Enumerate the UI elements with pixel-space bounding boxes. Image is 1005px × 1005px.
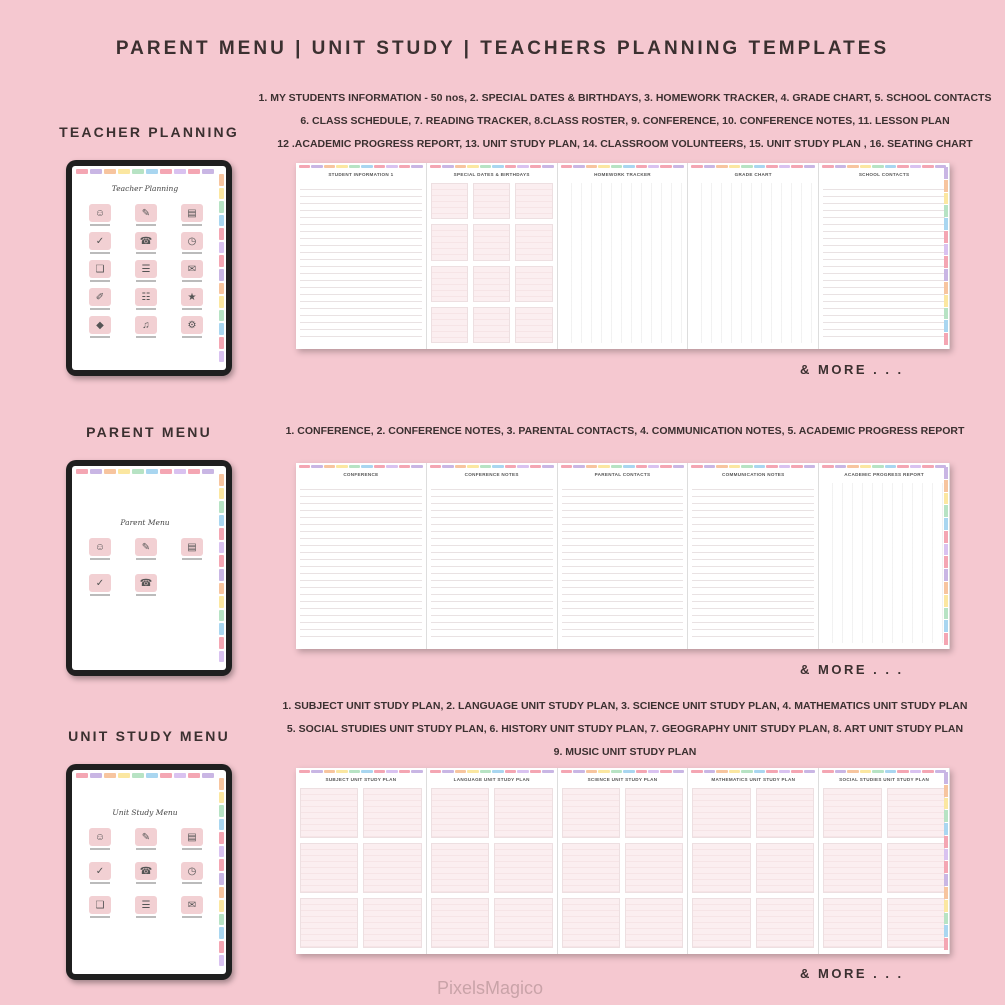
side-tab[interactable] <box>219 900 224 912</box>
tab[interactable] <box>160 469 172 474</box>
side-tab[interactable] <box>219 846 224 858</box>
template-page[interactable] <box>688 463 819 649</box>
tab[interactable] <box>104 469 116 474</box>
page-content <box>431 183 553 343</box>
screen-title: Parent Menu <box>120 518 170 527</box>
menu-caption <box>90 882 110 884</box>
side-tab[interactable] <box>219 955 224 967</box>
homework-icon: ▤ <box>181 828 203 846</box>
menu-caption <box>136 848 156 850</box>
calendar-menu-button[interactable] <box>126 538 166 560</box>
desc-line: 9. MUSIC UNIT STUDY PLAN <box>553 746 697 758</box>
page-content <box>823 483 945 643</box>
page-title: SCIENCE UNIT STUDY PLAN <box>587 777 658 782</box>
page-tabs[interactable] <box>822 465 946 468</box>
side-tabs[interactable] <box>219 174 224 362</box>
side-tab[interactable] <box>219 542 224 554</box>
roster-menu-button[interactable] <box>126 260 166 282</box>
tab[interactable] <box>188 169 200 174</box>
page-title: GRADE CHART <box>734 172 772 177</box>
side-tab[interactable] <box>219 941 224 953</box>
tab[interactable] <box>146 773 158 778</box>
tab[interactable] <box>132 169 144 174</box>
student-menu-button[interactable] <box>80 828 120 850</box>
contacts-icon: ☎ <box>135 862 157 880</box>
contacts-menu-button[interactable] <box>126 862 166 884</box>
side-tab[interactable] <box>219 188 224 200</box>
side-tab[interactable] <box>219 474 224 486</box>
template-page[interactable] <box>819 463 950 649</box>
side-tabs[interactable] <box>219 778 224 966</box>
tab[interactable] <box>76 773 88 778</box>
page-tabs[interactable] <box>430 465 554 468</box>
side-tab[interactable] <box>219 283 224 295</box>
side-tab[interactable] <box>219 296 224 308</box>
page-tabs[interactable] <box>561 770 685 773</box>
page-content <box>823 788 945 948</box>
tab[interactable] <box>188 773 200 778</box>
unit-plan-menu-button[interactable] <box>80 316 120 338</box>
book-icon: ❑ <box>89 260 111 278</box>
notes-menu-button[interactable] <box>80 288 120 310</box>
side-tab[interactable] <box>219 569 224 581</box>
contacts-icon: ☎ <box>135 574 157 592</box>
template-page[interactable] <box>427 768 558 954</box>
template-page[interactable] <box>558 768 689 954</box>
roster-menu-button[interactable] <box>126 896 166 918</box>
calendar-menu-button[interactable] <box>126 828 166 850</box>
page-content <box>300 183 422 343</box>
more-label: & MORE . . . <box>800 662 904 677</box>
menu-caption <box>182 252 202 254</box>
side-tab[interactable] <box>219 351 224 363</box>
tab[interactable] <box>174 773 186 778</box>
menu-caption <box>136 594 156 596</box>
page-tabs[interactable] <box>430 165 554 168</box>
side-tab[interactable] <box>219 215 224 227</box>
menu-caption <box>90 336 110 338</box>
calendar-icon: ✎ <box>135 538 157 556</box>
page-content <box>562 183 684 343</box>
roster-icon: ☰ <box>135 896 157 914</box>
menu-caption <box>136 224 156 226</box>
page-content <box>692 483 814 643</box>
tab[interactable] <box>118 169 130 174</box>
page-title: LANGUAGE UNIT STUDY PLAN <box>453 777 530 782</box>
page-title: SPECIAL DATES & BIRTHDAYS <box>453 172 530 177</box>
page-tabs[interactable] <box>691 770 815 773</box>
tablet-screen <box>72 770 226 974</box>
page-title: SOCIAL STUDIES UNIT STUDY PLAN <box>839 777 930 782</box>
side-tab[interactable] <box>219 337 224 349</box>
side-tab[interactable] <box>219 637 224 649</box>
menu-caption <box>90 848 110 850</box>
more-label: & MORE . . . <box>800 966 904 981</box>
page-tabs[interactable] <box>299 770 423 773</box>
section-label-parent-menu: PARENT MENU <box>86 424 212 440</box>
side-tab[interactable] <box>219 255 224 267</box>
student-icon: ☺ <box>89 538 111 556</box>
page-title: PARENTAL CONTACTS <box>594 472 651 477</box>
menu-caption <box>90 308 110 310</box>
page-content <box>562 788 684 948</box>
tab[interactable] <box>104 773 116 778</box>
main-title: PARENT MENU | UNIT STUDY | TEACHERS PLANNING TEMPLATES <box>115 38 890 59</box>
side-tab[interactable] <box>219 819 224 831</box>
side-tab[interactable] <box>219 488 224 500</box>
page-title: COMMUNICATION NOTES <box>722 472 785 477</box>
contacts-icon: ☎ <box>135 232 157 250</box>
menu-grid <box>80 204 212 338</box>
side-tab[interactable] <box>219 859 224 871</box>
side-tab[interactable] <box>219 927 224 939</box>
book-icon: ❑ <box>89 896 111 914</box>
homework-menu-button[interactable] <box>172 204 212 226</box>
side-tab[interactable] <box>219 310 224 322</box>
screen-title: Teacher Planning <box>111 184 179 193</box>
menu-caption <box>182 308 202 310</box>
side-tab[interactable] <box>219 201 224 213</box>
volunteer-menu-button[interactable] <box>126 316 166 338</box>
tablet-unit-study-menu <box>66 764 232 980</box>
side-tab[interactable] <box>219 596 224 608</box>
menu-caption <box>182 916 202 918</box>
page-side-tabs[interactable] <box>944 772 948 950</box>
tab[interactable] <box>146 469 158 474</box>
page-title: CONFERENCE <box>343 472 379 477</box>
desc-line: 1. SUBJECT UNIT STUDY PLAN, 2. LANGUAGE UNIT STUDY PLAN, 3. SCIENCE UNIT STUDY PLAN, 4. MATHEMATICS UNIT STUDY PLAN <box>282 700 968 712</box>
page-title: CONFERENCE NOTES <box>464 472 519 477</box>
side-tab[interactable] <box>219 501 224 513</box>
side-tab[interactable] <box>219 805 224 817</box>
conference-icon: ✉ <box>181 896 203 914</box>
grade-icon: ✓ <box>89 574 111 592</box>
section-description-parent-menu <box>250 420 1000 443</box>
tablet-screen <box>72 166 226 370</box>
side-tab[interactable] <box>219 269 224 281</box>
homework-icon: ▤ <box>181 204 203 222</box>
tab[interactable] <box>132 773 144 778</box>
page-tabs[interactable] <box>299 165 423 168</box>
unit-plan-icon: ◆ <box>89 316 111 334</box>
tablet-teacher-planning <box>66 160 232 376</box>
tablet-parent-menu <box>66 460 232 676</box>
grade-icon: ✓ <box>89 232 111 250</box>
homework-icon: ▤ <box>181 538 203 556</box>
menu-caption <box>182 558 202 560</box>
page-content <box>431 788 553 948</box>
schedule-icon: ◷ <box>181 862 203 880</box>
menu-caption <box>90 594 110 596</box>
page-tabs[interactable] <box>691 165 815 168</box>
student-menu-button[interactable] <box>80 204 120 226</box>
page-tabs[interactable] <box>691 465 815 468</box>
side-tab[interactable] <box>219 610 224 622</box>
tablet-screen <box>72 466 226 670</box>
tab[interactable] <box>174 469 186 474</box>
template-page[interactable] <box>296 768 427 954</box>
page-content <box>300 483 422 643</box>
student-icon: ☺ <box>89 828 111 846</box>
book-menu-button[interactable] <box>80 896 120 918</box>
roster-icon: ☰ <box>135 260 157 278</box>
grade-icon: ✓ <box>89 862 111 880</box>
tab[interactable] <box>146 169 158 174</box>
page-title: SUBJECT UNIT STUDY PLAN <box>325 777 397 782</box>
menu-caption <box>182 882 202 884</box>
watermark-logo: PixelsMagico <box>436 978 544 998</box>
page-side-tabs[interactable] <box>944 167 948 345</box>
page-tabs[interactable] <box>561 465 685 468</box>
side-tab[interactable] <box>219 778 224 790</box>
template-page[interactable] <box>558 163 689 349</box>
page-content <box>431 483 553 643</box>
tab[interactable] <box>174 169 186 174</box>
page-content <box>692 183 814 343</box>
page-content <box>562 483 684 643</box>
menu-caption <box>136 916 156 918</box>
menu-caption <box>136 308 156 310</box>
schedule-menu-button[interactable] <box>172 232 212 254</box>
side-tab[interactable] <box>219 515 224 527</box>
tab[interactable] <box>202 773 214 778</box>
template-page[interactable] <box>819 768 950 954</box>
menu-caption <box>136 336 156 338</box>
menu-caption <box>90 252 110 254</box>
tab[interactable] <box>90 469 102 474</box>
template-page[interactable] <box>688 768 819 954</box>
menu-caption <box>136 252 156 254</box>
template-page[interactable] <box>427 163 558 349</box>
calendar-icon: ✎ <box>135 828 157 846</box>
schedule-menu-button[interactable] <box>172 862 212 884</box>
tab[interactable] <box>160 773 172 778</box>
tab[interactable] <box>90 169 102 174</box>
template-page[interactable] <box>296 163 427 349</box>
menu-caption <box>90 280 110 282</box>
tab[interactable] <box>118 773 130 778</box>
conference-icon: ✉ <box>181 260 203 278</box>
tab[interactable] <box>90 773 102 778</box>
menu-caption <box>90 224 110 226</box>
grade-menu-button[interactable] <box>80 862 120 884</box>
desc-line: 1. CONFERENCE, 2. CONFERENCE NOTES, 3. PARENTAL CONTACTS, 4. COMMUNICATION NOTES, 5. ACADEMIC PROGRESS REPORT <box>285 425 965 437</box>
grade-menu-button[interactable] <box>80 574 120 596</box>
desc-line: 12 .ACADEMIC PROGRESS REPORT, 13. UNIT STUDY PLAN, 14. CLASSROOM VOLUNTEERS, 15. UNIT STUDY PLAN , 16. SEATING CHART <box>277 138 973 150</box>
menu-caption <box>136 280 156 282</box>
lesson-icon: ☷ <box>135 288 157 306</box>
menu-caption <box>136 558 156 560</box>
report-icon: ★ <box>181 288 203 306</box>
page-title: MATHEMATICS UNIT STUDY PLAN <box>711 777 796 782</box>
section-label-teacher-planning: TEACHER PLANNING <box>59 124 239 140</box>
notes-icon: ✐ <box>89 288 111 306</box>
conference-menu-button[interactable] <box>172 896 212 918</box>
template-page[interactable] <box>427 463 558 649</box>
tab-bar[interactable] <box>76 169 214 174</box>
homework-menu-button[interactable] <box>172 828 212 850</box>
tab[interactable] <box>118 469 130 474</box>
menu-caption <box>182 224 202 226</box>
side-tab[interactable] <box>219 323 224 335</box>
tab[interactable] <box>188 469 200 474</box>
template-page[interactable] <box>819 163 950 349</box>
calendar-icon: ✎ <box>135 204 157 222</box>
menu-caption <box>136 882 156 884</box>
page-content <box>692 788 814 948</box>
seating-menu-button[interactable] <box>172 316 212 338</box>
page-title: ACADEMIC PROGRESS REPORT <box>844 472 924 477</box>
tab[interactable] <box>76 169 88 174</box>
template-page[interactable] <box>558 463 689 649</box>
side-tab[interactable] <box>219 555 224 567</box>
report-menu-button[interactable] <box>172 288 212 310</box>
menu-caption <box>90 558 110 560</box>
side-tab[interactable] <box>219 623 224 635</box>
page-content <box>300 788 422 948</box>
more-label: & MORE . . . <box>800 362 904 377</box>
tab[interactable] <box>76 469 88 474</box>
template-strip-parent-menu <box>296 463 950 649</box>
student-icon: ☺ <box>89 204 111 222</box>
side-tab[interactable] <box>219 887 224 899</box>
menu-grid <box>80 538 212 596</box>
page-tabs[interactable] <box>822 770 946 773</box>
page-content <box>823 183 945 343</box>
contacts-menu-button[interactable] <box>126 574 166 596</box>
tab[interactable] <box>104 169 116 174</box>
tab-bar[interactable] <box>76 469 214 474</box>
menu-caption <box>90 916 110 918</box>
schedule-icon: ◷ <box>181 232 203 250</box>
lesson-menu-button[interactable] <box>126 288 166 310</box>
page-tabs[interactable] <box>561 165 685 168</box>
section-label-unit-study-menu: UNIT STUDY MENU <box>68 728 230 744</box>
menu-caption <box>182 336 202 338</box>
page-tabs[interactable] <box>430 770 554 773</box>
side-tab[interactable] <box>219 832 224 844</box>
side-tab[interactable] <box>219 914 224 926</box>
side-tab[interactable] <box>219 174 224 186</box>
desc-line: 1. MY STUDENTS INFORMATION - 50 nos, 2. SPECIAL DATES & BIRTHDAYS, 3. HOMEWORK TRACKER, 4. GRADE CHART, 5. SCHOOL CONTACTS <box>258 92 992 104</box>
conference-menu-button[interactable] <box>172 260 212 282</box>
screen-title: Unit Study Menu <box>112 808 178 817</box>
tab[interactable] <box>160 169 172 174</box>
section-description-teacher-planning <box>250 87 1000 156</box>
template-strip-unit-study-menu <box>296 768 950 954</box>
side-tab[interactable] <box>219 792 224 804</box>
desc-line: 6. CLASS SCHEDULE, 7. READING TRACKER, 8.CLASS ROSTER, 9. CONFERENCE, 10. CONFERENCE NOTES, 11. LESSON PLAN <box>300 115 950 127</box>
side-tab[interactable] <box>219 583 224 595</box>
tab[interactable] <box>132 469 144 474</box>
seating-icon: ⚙ <box>181 316 203 334</box>
student-menu-button[interactable] <box>80 538 120 560</box>
side-tabs[interactable] <box>219 474 224 662</box>
side-tab[interactable] <box>219 873 224 885</box>
menu-caption <box>182 848 202 850</box>
menu-caption <box>182 280 202 282</box>
volunteer-icon: ♫ <box>135 316 157 334</box>
tab[interactable] <box>202 469 214 474</box>
page-tabs[interactable] <box>299 465 423 468</box>
page-tabs[interactable] <box>822 165 946 168</box>
page-title: HOMEWORK TRACKER <box>594 172 651 177</box>
template-strip-teacher-planning <box>296 163 950 349</box>
homework-menu-button[interactable] <box>172 538 212 560</box>
template-page[interactable] <box>688 163 819 349</box>
template-page[interactable] <box>296 463 427 649</box>
section-description-unit-study-menu <box>250 695 1000 764</box>
contacts-menu-button[interactable] <box>126 232 166 254</box>
book-menu-button[interactable] <box>80 260 120 282</box>
page-side-tabs[interactable] <box>944 467 948 645</box>
side-tab[interactable] <box>219 228 224 240</box>
tab-bar[interactable] <box>76 773 214 778</box>
menu-grid <box>80 828 212 918</box>
side-tab[interactable] <box>219 651 224 663</box>
side-tab[interactable] <box>219 242 224 254</box>
page-title: STUDENT INFORMATION 1 <box>328 172 394 177</box>
grade-menu-button[interactable] <box>80 232 120 254</box>
calendar-menu-button[interactable] <box>126 204 166 226</box>
page-title: SCHOOL CONTACTS <box>858 172 910 177</box>
side-tab[interactable] <box>219 528 224 540</box>
tab[interactable] <box>202 169 214 174</box>
desc-line: 5. SOCIAL STUDIES UNIT STUDY PLAN, 6. HISTORY UNIT STUDY PLAN, 7. GEOGRAPHY UNIT STUDY PLAN, 8. ART UNIT STUDY PLAN <box>286 723 964 735</box>
